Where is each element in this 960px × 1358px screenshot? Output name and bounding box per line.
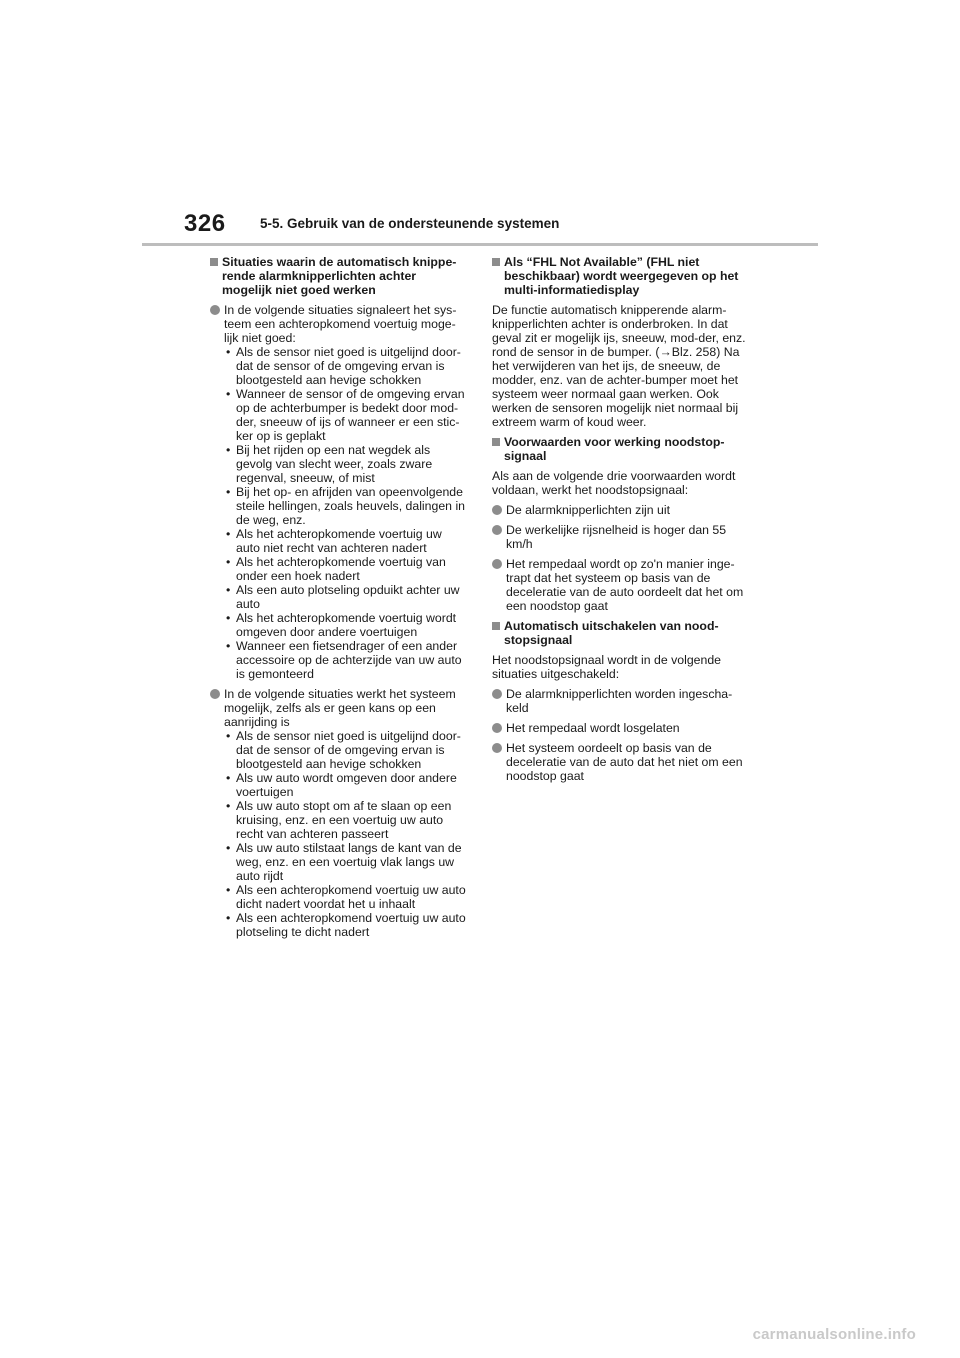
square-bullet-icon [492,438,500,446]
square-bullet-icon [492,258,500,266]
sub-list-item: • Als uw auto stilstaat langs de kant van de weg, enz. en een voertuig vlak langs uw auto rijdt [224,841,468,883]
page-header [0,0,960,250]
circle-bullet-icon [492,525,502,535]
heading-text: Voorwaarden voor werking noodstop-signaal [504,435,725,463]
section-title: 5-5. Gebruik van de ondersteunende systemen [260,216,560,231]
list-item [492,503,754,517]
list-item [492,557,754,613]
sub-list-item: • Als uw auto stopt om af te slaan op een kruising, enz. en een voertuig uw auto recht van achteren passeert [224,799,468,841]
list-item [492,687,754,715]
circle-bullet-icon [210,305,220,315]
left-column [210,255,468,945]
item-text: De alarmknipperlichten zijn uit [506,503,671,517]
circle-bullet-icon [210,689,220,699]
sub-list-item: • Als het achteropkomende voertuig van onder een hoek nadert [224,555,468,583]
sub-list-item: • Als een achteropkomend voertuig uw auto plotseling te dicht nadert [224,911,468,939]
sub-list-item: • Bij het op- en afrijden van opeenvolgende steile hellingen, zoals heuvels, dalingen in de weg, enz. [224,485,468,527]
item-text: Het rempedaal wordt op zo'n manier inge-trapt dat het systeem op basis van de deceleratie van de auto oordeelt dat het om een noodstop gaat [506,557,744,613]
sub-list-item: • Als de sensor niet goed is uitgelijnd door-dat de sensor of de omgeving ervan is blootgesteld aan hevige schokken [224,729,468,771]
circle-bullet-icon [492,505,502,515]
square-bullet-icon [210,258,218,266]
item-text: Het rempedaal wordt losgelaten [506,721,680,735]
right-column [492,255,754,789]
circle-bullet-icon [492,723,502,733]
circle-bullet-icon [492,743,502,753]
list-item [210,687,468,939]
header-divider [142,243,818,246]
circle-bullet-icon [492,689,502,699]
sub-list-item: • Als het achteropkomende voertuig wordt omgeven door andere voertuigen [224,611,468,639]
sub-list [224,729,468,939]
sub-list-item: • Als een auto plotseling opduikt achter uw auto [224,583,468,611]
section-heading-fhl-limits [210,255,468,297]
section-heading-emergency-stop-off [492,619,754,647]
sub-list-item: • Als de sensor niet goed is uitgelijnd door-dat de sensor of de omgeving ervan is blootgesteld aan hevige schokken [224,345,468,387]
sub-list-item: • Wanneer de sensor of de omgeving ervan op de achterbumper is bedekt door mod-der, sneeuw of ijs of wanneer er een stic-ker op is geplakt [224,387,468,443]
paragraph: Het noodstopsignaal wordt in de volgende situaties uitgeschakeld: [492,653,722,681]
list-item [492,523,754,551]
section-heading-fhl-not-available [492,255,754,297]
heading-text: Situaties waarin de automatisch knippe-rende alarmknipperlichten achter mogelijk niet goed werken [222,255,457,297]
watermark-text: carmanualsonline.info [752,1326,916,1343]
sub-list [224,345,468,681]
item-text: In de volgende situaties werkt het systeem mogelijk, zelfs als er geen kans op een aanrijding is [224,687,456,729]
list-item [492,741,754,783]
sub-list-item: • Als het achteropkomende voertuig uw auto niet recht van achteren nadert [224,527,468,555]
item-text: De werkelijke rijsnelheid is hoger dan 55 km/h [506,523,727,551]
item-text: De alarmknipperlichten worden ingescha-keld [506,687,733,715]
heading-text: Als “FHL Not Available” (FHL niet beschikbaar) wordt weergegeven op het multi-informatiedisplay [504,255,739,297]
list-item [492,721,754,735]
sub-list-item: • Als uw auto wordt omgeven door andere voertuigen [224,771,468,799]
paragraph: Als aan de volgende drie voorwaarden wordt voldaan, werkt het noodstopsignaal: [492,469,736,497]
sub-list-item: • Als een achteropkomend voertuig uw auto dicht nadert voordat het u inhaalt [224,883,468,911]
page-number: 326 [184,210,226,237]
circle-bullet-icon [492,559,502,569]
square-bullet-icon [492,622,500,630]
item-text: In de volgende situaties signaleert het sys-teem een achteropkomend voertuig moge-lijk niet goed: [224,303,457,345]
section-heading-emergency-stop-conditions [492,435,754,463]
heading-text: Automatisch uitschakelen van nood-stopsignaal [504,619,719,647]
sub-list-item: • Bij het rijden op een nat wegdek als gevolg van slecht weer, zoals zware regenval, sneeuw, of mist [224,443,468,485]
list-item [210,303,468,681]
sub-list-item: • Wanneer een fietsendrager of een ander accessoire op de achterzijde van uw auto is gemonteerd [224,639,468,681]
item-text: Het systeem oordeelt op basis van de deceleratie van de auto dat het niet om een noodstop gaat [506,741,743,783]
paragraph: De functie automatisch knipperende alarm-knipperlichten achter is onderbroken. In dat geval zit er mogelijk ijs, sneeuw, mod-der, enz. rond de sensor in de bumper. (→Blz. 258) Na het verwijderen van het ijs, de sneeuw, de modder, enz. van de achter-bumper moet het systeem weer normaal gaan werken. Ook werken de sensoren mogelijk niet normaal bij extreem warm of koud weer. [492,303,746,429]
